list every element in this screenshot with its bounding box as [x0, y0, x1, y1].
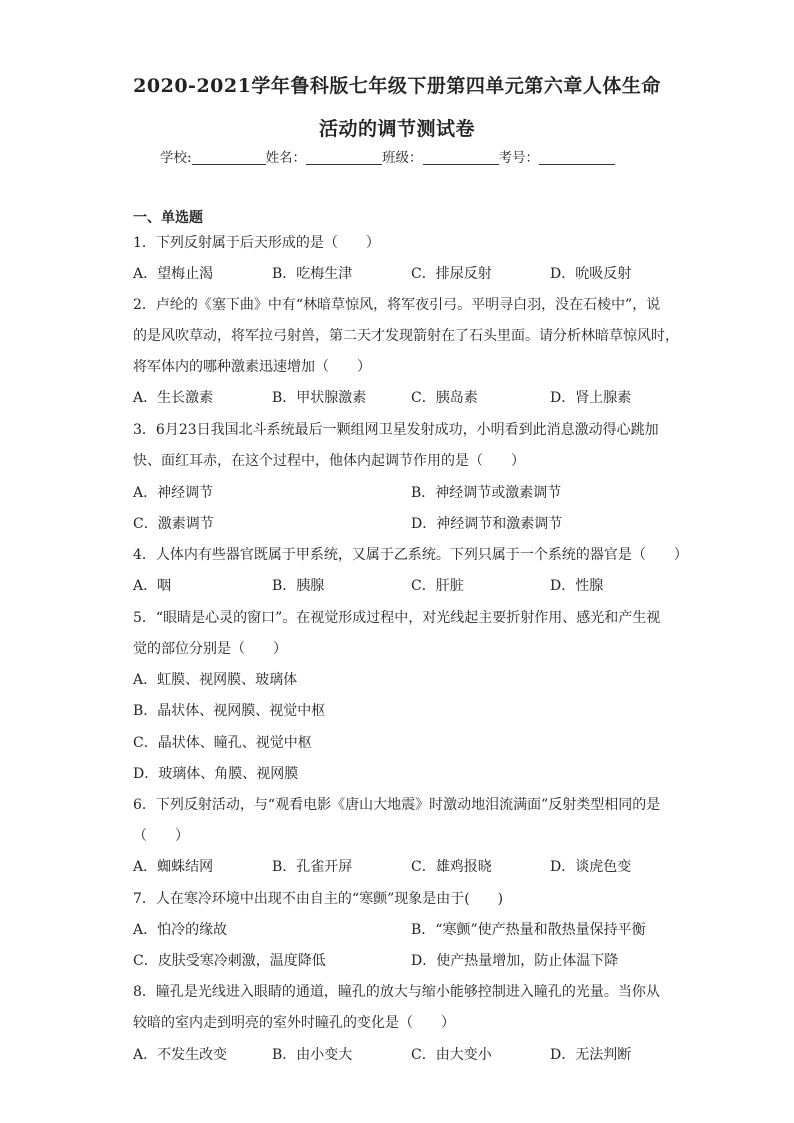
question-6-stem: （ ） [133, 828, 189, 844]
question-8-stem: 较暗的室内走到明亮的室外时瞳孔的变化是（ ） [133, 1015, 455, 1031]
question-5-option-b: B．晶状体、视网膜、视觉中枢 [133, 703, 326, 719]
question-4-option-a: A．咽 [133, 578, 172, 594]
number-blank [539, 149, 615, 165]
name-blank [306, 149, 382, 165]
question-2-stem: 2．卢纶的《塞下曲》中有“林暗草惊风，将军夜引弓。平明寻白羽，没在石棱中”，说 [133, 297, 661, 313]
question-7-option-a: A．怕冷的缘故 [133, 922, 228, 938]
school-label: 学校: [160, 150, 192, 166]
question-5-stem: 觉的部位分别是（ ） [133, 641, 287, 657]
student-info-row [160, 146, 680, 166]
question-1-option-c: C．排尿反射 [411, 266, 492, 282]
question-4-option-d: D．性腺 [550, 578, 604, 594]
question-2-option-c: C．胰岛素 [411, 390, 478, 406]
question-4-option-b: B．胰腺 [272, 578, 325, 594]
question-4-stem: 4．人体内有些器官既属于甲系统，又属于乙系统。下列只属于一个系统的器官是（ ） [133, 547, 688, 563]
question-3-option-d: D．神经调节和激素调节 [411, 516, 563, 532]
question-6-option-a: A．蜘蛛结网 [133, 859, 214, 875]
page-title-line2: 活动的调节测试卷 [318, 118, 475, 140]
question-2-option-a: A．生长激素 [133, 390, 214, 406]
class-label: 班级： [382, 150, 423, 166]
question-2-stem: 将军体内的哪种激素迅速增加（ ） [133, 359, 371, 375]
question-6-option-c: C．雄鸡报晓 [411, 859, 492, 875]
question-6-stem: 6．下列反射活动，与“观看电影《唐山大地震》时激动地泪流满面”反射类型相同的是 [133, 797, 661, 813]
class-blank [423, 149, 499, 165]
question-5-stem: 5．“眼睛是心灵的窗口”。在视觉形成过程中，对光线起主要折射作用、感光和产生视 [133, 610, 661, 626]
question-1-option-b: B．吃梅生津 [272, 266, 353, 282]
question-5-option-a: A．虹膜、视网膜、玻璃体 [133, 672, 298, 688]
question-4-option-c: C．肝脏 [411, 578, 464, 594]
number-label: 考号： [498, 150, 540, 166]
question-3-stem: 3．6月23日我国北斗系统最后一颗组网卫星发射成功，小明看到此消息激动得心跳加 [133, 422, 659, 438]
question-5-option-d: D．玻璃体、角膜、视网膜 [133, 766, 299, 782]
question-5-option-c: C．晶状体、瞳孔、视觉中枢 [133, 735, 312, 751]
question-3-option-c: C．激素调节 [133, 516, 214, 532]
question-7-stem: 7．人在寒冷环境中出现不由自主的“寒颤”现象是由于( ) [133, 891, 504, 907]
name-label: 姓名： [265, 150, 307, 166]
question-1-option-a: A．望梅止渴 [133, 266, 214, 282]
question-7-option-b: B．“寒颤”使产热量和散热量保持平衡 [411, 922, 646, 938]
school-blank [192, 149, 266, 165]
question-8-option-d: D．无法判断 [550, 1047, 632, 1063]
question-6-option-b: B．孔雀开屏 [272, 859, 353, 875]
question-8-option-c: C．由大变小 [411, 1047, 492, 1063]
question-1-option-d: D．吮吸反射 [550, 266, 632, 282]
question-3-option-b: B．神经调节或激素调节 [411, 485, 562, 501]
question-8-stem: 8．瞳孔是光线进入眼睛的通道，瞳孔的放大与缩小能够控制进入瞳孔的光量。当你从 [133, 984, 660, 1000]
question-8-option-b: B．由小变大 [272, 1047, 353, 1063]
question-2-option-d: D．肾上腺素 [550, 390, 632, 406]
question-2-stem: 的是风吹草动，将军拉弓射兽，第二天才发现箭射在了石头里面。请分析林暗草惊风时， [133, 328, 679, 344]
question-1-stem: 1．下列反射属于后天形成的是（ ） [133, 235, 380, 251]
question-2-option-b: B．甲状腺激素 [272, 390, 367, 406]
question-7-option-c: C．皮肤受寒冷刺激，温度降低 [133, 953, 326, 969]
page-title-line1: 2020-2021学年鲁科版七年级下册第四单元第六章人体生命 [133, 75, 661, 97]
question-3-option-a: A．神经调节 [133, 485, 214, 501]
question-3-stem: 快、面红耳赤，在这个过程中，他体内起调节作用的是（ ） [133, 453, 525, 469]
question-6-option-d: D．谈虎色变 [550, 859, 632, 875]
question-8-option-a: A．不发生改变 [133, 1047, 228, 1063]
section-title: 一、单选题 [133, 210, 203, 226]
question-7-option-d: D．使产热量增加，防止体温下降 [411, 953, 619, 969]
